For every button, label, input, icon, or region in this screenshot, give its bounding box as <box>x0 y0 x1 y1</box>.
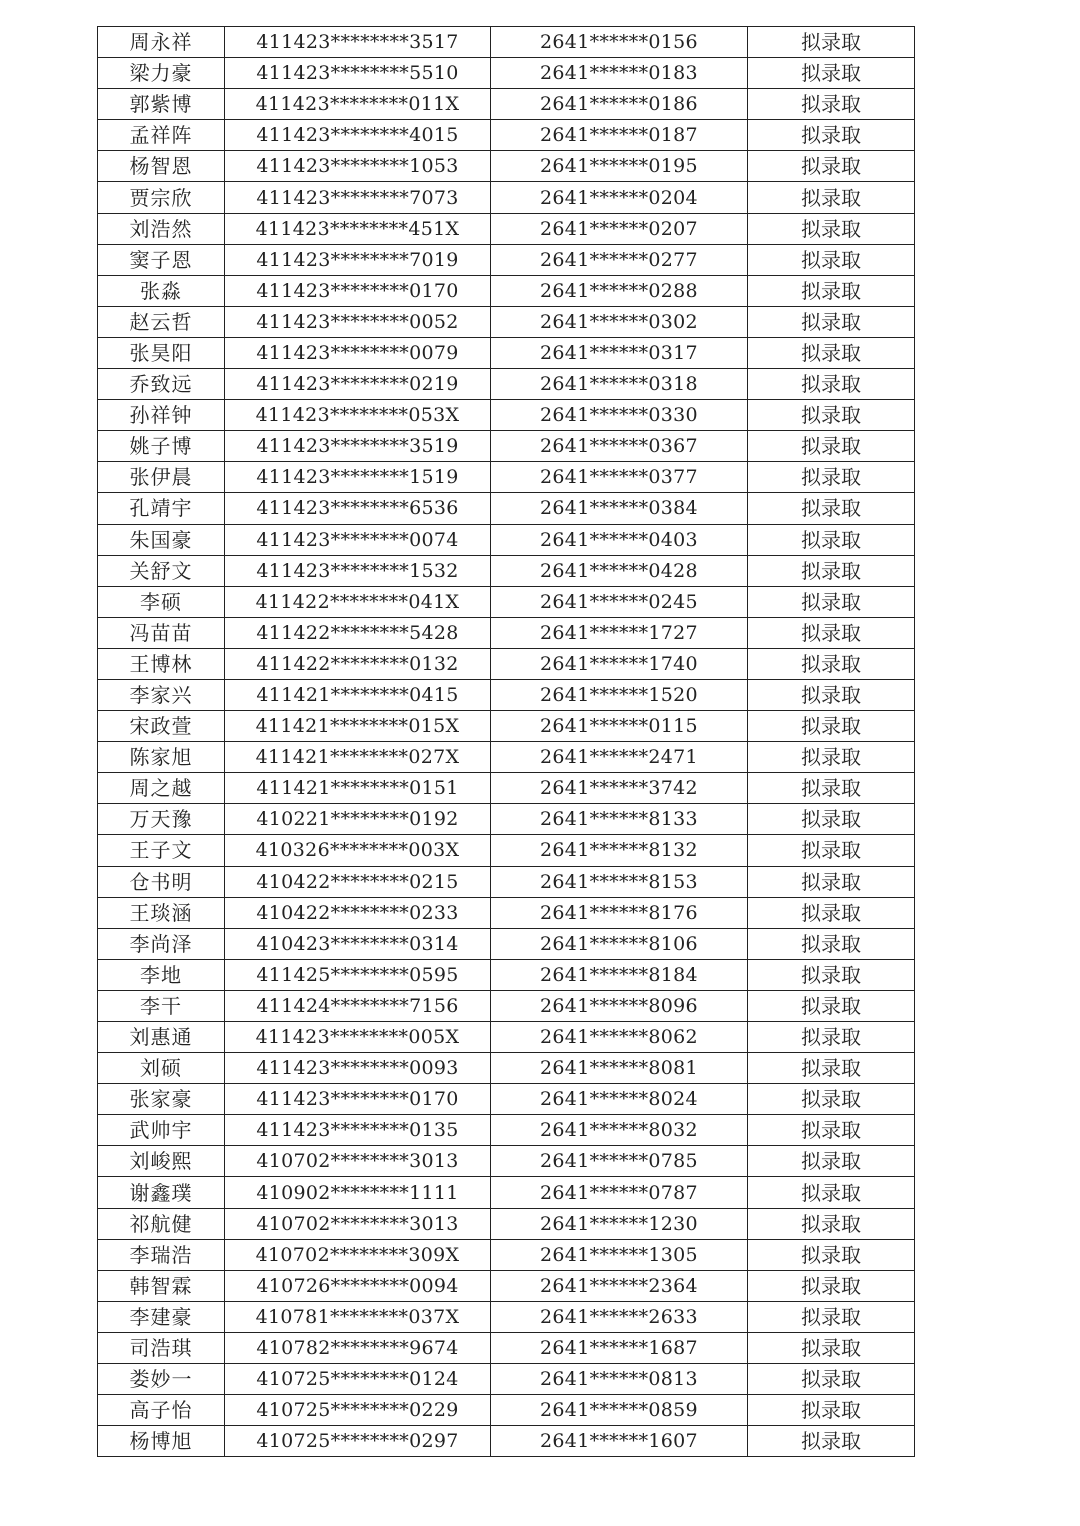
table-row <box>98 306 915 337</box>
exam-number-cell: 2641******0186 <box>491 89 748 120</box>
table-row <box>98 555 915 586</box>
id-number-cell: 410326********003X <box>225 835 491 866</box>
table-row <box>98 866 915 897</box>
name-cell: 李家兴 <box>98 679 225 710</box>
name-cell: 窦子恩 <box>98 244 225 275</box>
name-cell: 张家豪 <box>98 1084 225 1115</box>
status-cell: 拟录取 <box>748 493 915 524</box>
exam-number-cell: 2641******8106 <box>491 928 748 959</box>
table-row <box>98 928 915 959</box>
exam-number-cell: 2641******0330 <box>491 400 748 431</box>
status-cell: 拟录取 <box>748 1301 915 1332</box>
status-cell: 拟录取 <box>748 1426 915 1457</box>
exam-number-cell: 2641******0813 <box>491 1364 748 1395</box>
status-cell: 拟录取 <box>748 213 915 244</box>
status-cell: 拟录取 <box>748 1115 915 1146</box>
exam-number-cell: 2641******8132 <box>491 835 748 866</box>
exam-number-cell: 2641******8096 <box>491 990 748 1021</box>
exam-number-cell: 2641******0428 <box>491 555 748 586</box>
name-cell: 宋政萱 <box>98 711 225 742</box>
exam-number-cell: 2641******0207 <box>491 213 748 244</box>
name-cell: 王子文 <box>98 835 225 866</box>
exam-number-cell: 2641******1230 <box>491 1208 748 1239</box>
exam-number-cell: 2641******0156 <box>491 27 748 58</box>
status-cell: 拟录取 <box>748 275 915 306</box>
table-row <box>98 835 915 866</box>
id-number-cell: 411423********0170 <box>225 275 491 306</box>
id-number-cell: 410702********3013 <box>225 1146 491 1177</box>
id-number-cell: 410702********3013 <box>225 1208 491 1239</box>
name-cell: 娄妙一 <box>98 1364 225 1395</box>
exam-number-cell: 2641******2471 <box>491 742 748 773</box>
status-cell: 拟录取 <box>748 58 915 89</box>
name-cell: 周永祥 <box>98 27 225 58</box>
admission-list-table <box>97 26 915 1457</box>
id-number-cell: 410702********309X <box>225 1239 491 1270</box>
id-number-cell: 410782********9674 <box>225 1332 491 1363</box>
name-cell: 王琰涵 <box>98 897 225 928</box>
table-row <box>98 182 915 213</box>
name-cell: 孟祥阵 <box>98 120 225 151</box>
status-cell: 拟录取 <box>748 89 915 120</box>
exam-number-cell: 2641******8032 <box>491 1115 748 1146</box>
table-row <box>98 679 915 710</box>
exam-number-cell: 2641******2364 <box>491 1270 748 1301</box>
status-cell: 拟录取 <box>748 27 915 58</box>
id-number-cell: 411423********1519 <box>225 462 491 493</box>
exam-number-cell: 2641******0787 <box>491 1177 748 1208</box>
table-row <box>98 804 915 835</box>
table-row <box>98 120 915 151</box>
exam-number-cell: 2641******0318 <box>491 369 748 400</box>
id-number-cell: 411423********0093 <box>225 1053 491 1084</box>
table-row <box>98 648 915 679</box>
exam-number-cell: 2641******0187 <box>491 120 748 151</box>
table-row <box>98 1364 915 1395</box>
id-number-cell: 410781********037X <box>225 1301 491 1332</box>
table-row <box>98 58 915 89</box>
exam-number-cell: 2641******0183 <box>491 58 748 89</box>
name-cell: 孔靖宇 <box>98 493 225 524</box>
id-number-cell: 411422********5428 <box>225 617 491 648</box>
id-number-cell: 411421********0151 <box>225 773 491 804</box>
id-number-cell: 411421********015X <box>225 711 491 742</box>
id-number-cell: 411422********041X <box>225 586 491 617</box>
status-cell: 拟录取 <box>748 835 915 866</box>
table-row <box>98 1208 915 1239</box>
status-cell: 拟录取 <box>748 337 915 368</box>
name-cell: 李瑞浩 <box>98 1239 225 1270</box>
table-row <box>98 1022 915 1053</box>
exam-number-cell: 2641******0377 <box>491 462 748 493</box>
name-cell: 谢鑫璞 <box>98 1177 225 1208</box>
name-cell: 朱国豪 <box>98 524 225 555</box>
id-number-cell: 410725********0124 <box>225 1364 491 1395</box>
status-cell: 拟录取 <box>748 586 915 617</box>
name-cell: 关舒文 <box>98 555 225 586</box>
name-cell: 李干 <box>98 990 225 1021</box>
id-number-cell: 411423********0219 <box>225 369 491 400</box>
exam-number-cell: 2641******0317 <box>491 337 748 368</box>
id-number-cell: 410422********0233 <box>225 897 491 928</box>
table-row <box>98 462 915 493</box>
status-cell: 拟录取 <box>748 369 915 400</box>
exam-number-cell: 2641******1305 <box>491 1239 748 1270</box>
id-number-cell: 411423********7073 <box>225 182 491 213</box>
exam-number-cell: 2641******1740 <box>491 648 748 679</box>
table-row <box>98 89 915 120</box>
name-cell: 武帅宇 <box>98 1115 225 1146</box>
id-number-cell: 410726********0094 <box>225 1270 491 1301</box>
table-row <box>98 1177 915 1208</box>
name-cell: 周之越 <box>98 773 225 804</box>
status-cell: 拟录取 <box>748 1395 915 1426</box>
status-cell: 拟录取 <box>748 804 915 835</box>
name-cell: 刘浩然 <box>98 213 225 244</box>
name-cell: 冯苗苗 <box>98 617 225 648</box>
status-cell: 拟录取 <box>748 306 915 337</box>
name-cell: 杨博旭 <box>98 1426 225 1457</box>
status-cell: 拟录取 <box>748 151 915 182</box>
name-cell: 姚子博 <box>98 431 225 462</box>
table-row <box>98 151 915 182</box>
name-cell: 赵云哲 <box>98 306 225 337</box>
status-cell: 拟录取 <box>748 742 915 773</box>
name-cell: 梁力豪 <box>98 58 225 89</box>
table-row <box>98 1426 915 1457</box>
status-cell: 拟录取 <box>748 866 915 897</box>
exam-number-cell: 2641******2633 <box>491 1301 748 1332</box>
exam-number-cell: 2641******0204 <box>491 182 748 213</box>
table-row <box>98 369 915 400</box>
table-row <box>98 27 915 58</box>
name-cell: 司浩琪 <box>98 1332 225 1363</box>
exam-number-cell: 2641******0367 <box>491 431 748 462</box>
status-cell: 拟录取 <box>748 679 915 710</box>
status-cell: 拟录取 <box>748 1053 915 1084</box>
name-cell: 张伊晨 <box>98 462 225 493</box>
name-cell: 孙祥钟 <box>98 400 225 431</box>
exam-number-cell: 2641******8133 <box>491 804 748 835</box>
id-number-cell: 411423********011X <box>225 89 491 120</box>
name-cell: 祁航健 <box>98 1208 225 1239</box>
status-cell: 拟录取 <box>748 617 915 648</box>
name-cell: 陈家旭 <box>98 742 225 773</box>
table-row <box>98 959 915 990</box>
exam-number-cell: 2641******0859 <box>491 1395 748 1426</box>
table-row <box>98 493 915 524</box>
exam-number-cell: 2641******0115 <box>491 711 748 742</box>
status-cell: 拟录取 <box>748 1146 915 1177</box>
status-cell: 拟录取 <box>748 1332 915 1363</box>
id-number-cell: 410725********0229 <box>225 1395 491 1426</box>
exam-number-cell: 2641******0277 <box>491 244 748 275</box>
id-number-cell: 411423********0135 <box>225 1115 491 1146</box>
exam-number-cell: 2641******1687 <box>491 1332 748 1363</box>
name-cell: 郭紫博 <box>98 89 225 120</box>
name-cell: 贾宗欣 <box>98 182 225 213</box>
table-row <box>98 1301 915 1332</box>
status-cell: 拟录取 <box>748 400 915 431</box>
name-cell: 李地 <box>98 959 225 990</box>
name-cell: 李硕 <box>98 586 225 617</box>
name-cell: 高子怡 <box>98 1395 225 1426</box>
name-cell: 仓书明 <box>98 866 225 897</box>
status-cell: 拟录取 <box>748 773 915 804</box>
exam-number-cell: 2641******8062 <box>491 1022 748 1053</box>
id-number-cell: 410221********0192 <box>225 804 491 835</box>
status-cell: 拟录取 <box>748 1177 915 1208</box>
id-number-cell: 411423********3517 <box>225 27 491 58</box>
table-row <box>98 1053 915 1084</box>
table-row <box>98 1115 915 1146</box>
id-number-cell: 411423********6536 <box>225 493 491 524</box>
id-number-cell: 411423********0074 <box>225 524 491 555</box>
table-row <box>98 742 915 773</box>
id-number-cell: 411423********451X <box>225 213 491 244</box>
table-row <box>98 337 915 368</box>
id-number-cell: 411424********7156 <box>225 990 491 1021</box>
name-cell: 万天豫 <box>98 804 225 835</box>
table-row <box>98 213 915 244</box>
status-cell: 拟录取 <box>748 182 915 213</box>
name-cell: 韩智霖 <box>98 1270 225 1301</box>
name-cell: 刘硕 <box>98 1053 225 1084</box>
name-cell: 杨智恩 <box>98 151 225 182</box>
status-cell: 拟录取 <box>748 711 915 742</box>
id-number-cell: 411423********0052 <box>225 306 491 337</box>
table-row <box>98 1146 915 1177</box>
exam-number-cell: 2641******0245 <box>491 586 748 617</box>
table-row <box>98 244 915 275</box>
name-cell: 张昊阳 <box>98 337 225 368</box>
table-row <box>98 1270 915 1301</box>
exam-number-cell: 2641******3742 <box>491 773 748 804</box>
id-number-cell: 411423********1532 <box>225 555 491 586</box>
exam-number-cell: 2641******0384 <box>491 493 748 524</box>
id-number-cell: 411423********0170 <box>225 1084 491 1115</box>
exam-number-cell: 2641******8024 <box>491 1084 748 1115</box>
name-cell: 李建豪 <box>98 1301 225 1332</box>
id-number-cell: 411423********5510 <box>225 58 491 89</box>
id-number-cell: 411421********027X <box>225 742 491 773</box>
id-number-cell: 410423********0314 <box>225 928 491 959</box>
table-row <box>98 1239 915 1270</box>
id-number-cell: 411423********7019 <box>225 244 491 275</box>
table-row <box>98 990 915 1021</box>
table-row <box>98 897 915 928</box>
exam-number-cell: 2641******0195 <box>491 151 748 182</box>
table-row <box>98 586 915 617</box>
id-number-cell: 411423********1053 <box>225 151 491 182</box>
id-number-cell: 411425********0595 <box>225 959 491 990</box>
status-cell: 拟录取 <box>748 990 915 1021</box>
exam-number-cell: 2641******1727 <box>491 617 748 648</box>
exam-number-cell: 2641******8081 <box>491 1053 748 1084</box>
status-cell: 拟录取 <box>748 897 915 928</box>
id-number-cell: 411423********0079 <box>225 337 491 368</box>
table-row <box>98 617 915 648</box>
exam-number-cell: 2641******8153 <box>491 866 748 897</box>
exam-number-cell: 2641******8176 <box>491 897 748 928</box>
id-number-cell: 410902********1111 <box>225 1177 491 1208</box>
status-cell: 拟录取 <box>748 959 915 990</box>
exam-number-cell: 2641******8184 <box>491 959 748 990</box>
table-row <box>98 1084 915 1115</box>
status-cell: 拟录取 <box>748 1239 915 1270</box>
table-row <box>98 1395 915 1426</box>
id-number-cell: 411422********0132 <box>225 648 491 679</box>
id-number-cell: 411423********3519 <box>225 431 491 462</box>
status-cell: 拟录取 <box>748 431 915 462</box>
table-row <box>98 773 915 804</box>
status-cell: 拟录取 <box>748 928 915 959</box>
table-row <box>98 431 915 462</box>
status-cell: 拟录取 <box>748 1364 915 1395</box>
id-number-cell: 410422********0215 <box>225 866 491 897</box>
status-cell: 拟录取 <box>748 524 915 555</box>
name-cell: 刘惠通 <box>98 1022 225 1053</box>
exam-number-cell: 2641******1607 <box>491 1426 748 1457</box>
status-cell: 拟录取 <box>748 1084 915 1115</box>
id-number-cell: 411421********0415 <box>225 679 491 710</box>
table-row <box>98 524 915 555</box>
name-cell: 王博林 <box>98 648 225 679</box>
exam-number-cell: 2641******0785 <box>491 1146 748 1177</box>
id-number-cell: 411423********005X <box>225 1022 491 1053</box>
table-row <box>98 711 915 742</box>
table-row <box>98 400 915 431</box>
table-row <box>98 1332 915 1363</box>
status-cell: 拟录取 <box>748 120 915 151</box>
table-row <box>98 275 915 306</box>
exam-number-cell: 2641******0288 <box>491 275 748 306</box>
status-cell: 拟录取 <box>748 555 915 586</box>
exam-number-cell: 2641******1520 <box>491 679 748 710</box>
id-number-cell: 411423********4015 <box>225 120 491 151</box>
status-cell: 拟录取 <box>748 244 915 275</box>
status-cell: 拟录取 <box>748 648 915 679</box>
status-cell: 拟录取 <box>748 1208 915 1239</box>
name-cell: 张淼 <box>98 275 225 306</box>
name-cell: 李尚泽 <box>98 928 225 959</box>
exam-number-cell: 2641******0302 <box>491 306 748 337</box>
id-number-cell: 410725********0297 <box>225 1426 491 1457</box>
name-cell: 刘峻熙 <box>98 1146 225 1177</box>
admission-list-body <box>98 27 915 1457</box>
status-cell: 拟录取 <box>748 462 915 493</box>
id-number-cell: 411423********053X <box>225 400 491 431</box>
status-cell: 拟录取 <box>748 1022 915 1053</box>
name-cell: 乔致远 <box>98 369 225 400</box>
exam-number-cell: 2641******0403 <box>491 524 748 555</box>
status-cell: 拟录取 <box>748 1270 915 1301</box>
